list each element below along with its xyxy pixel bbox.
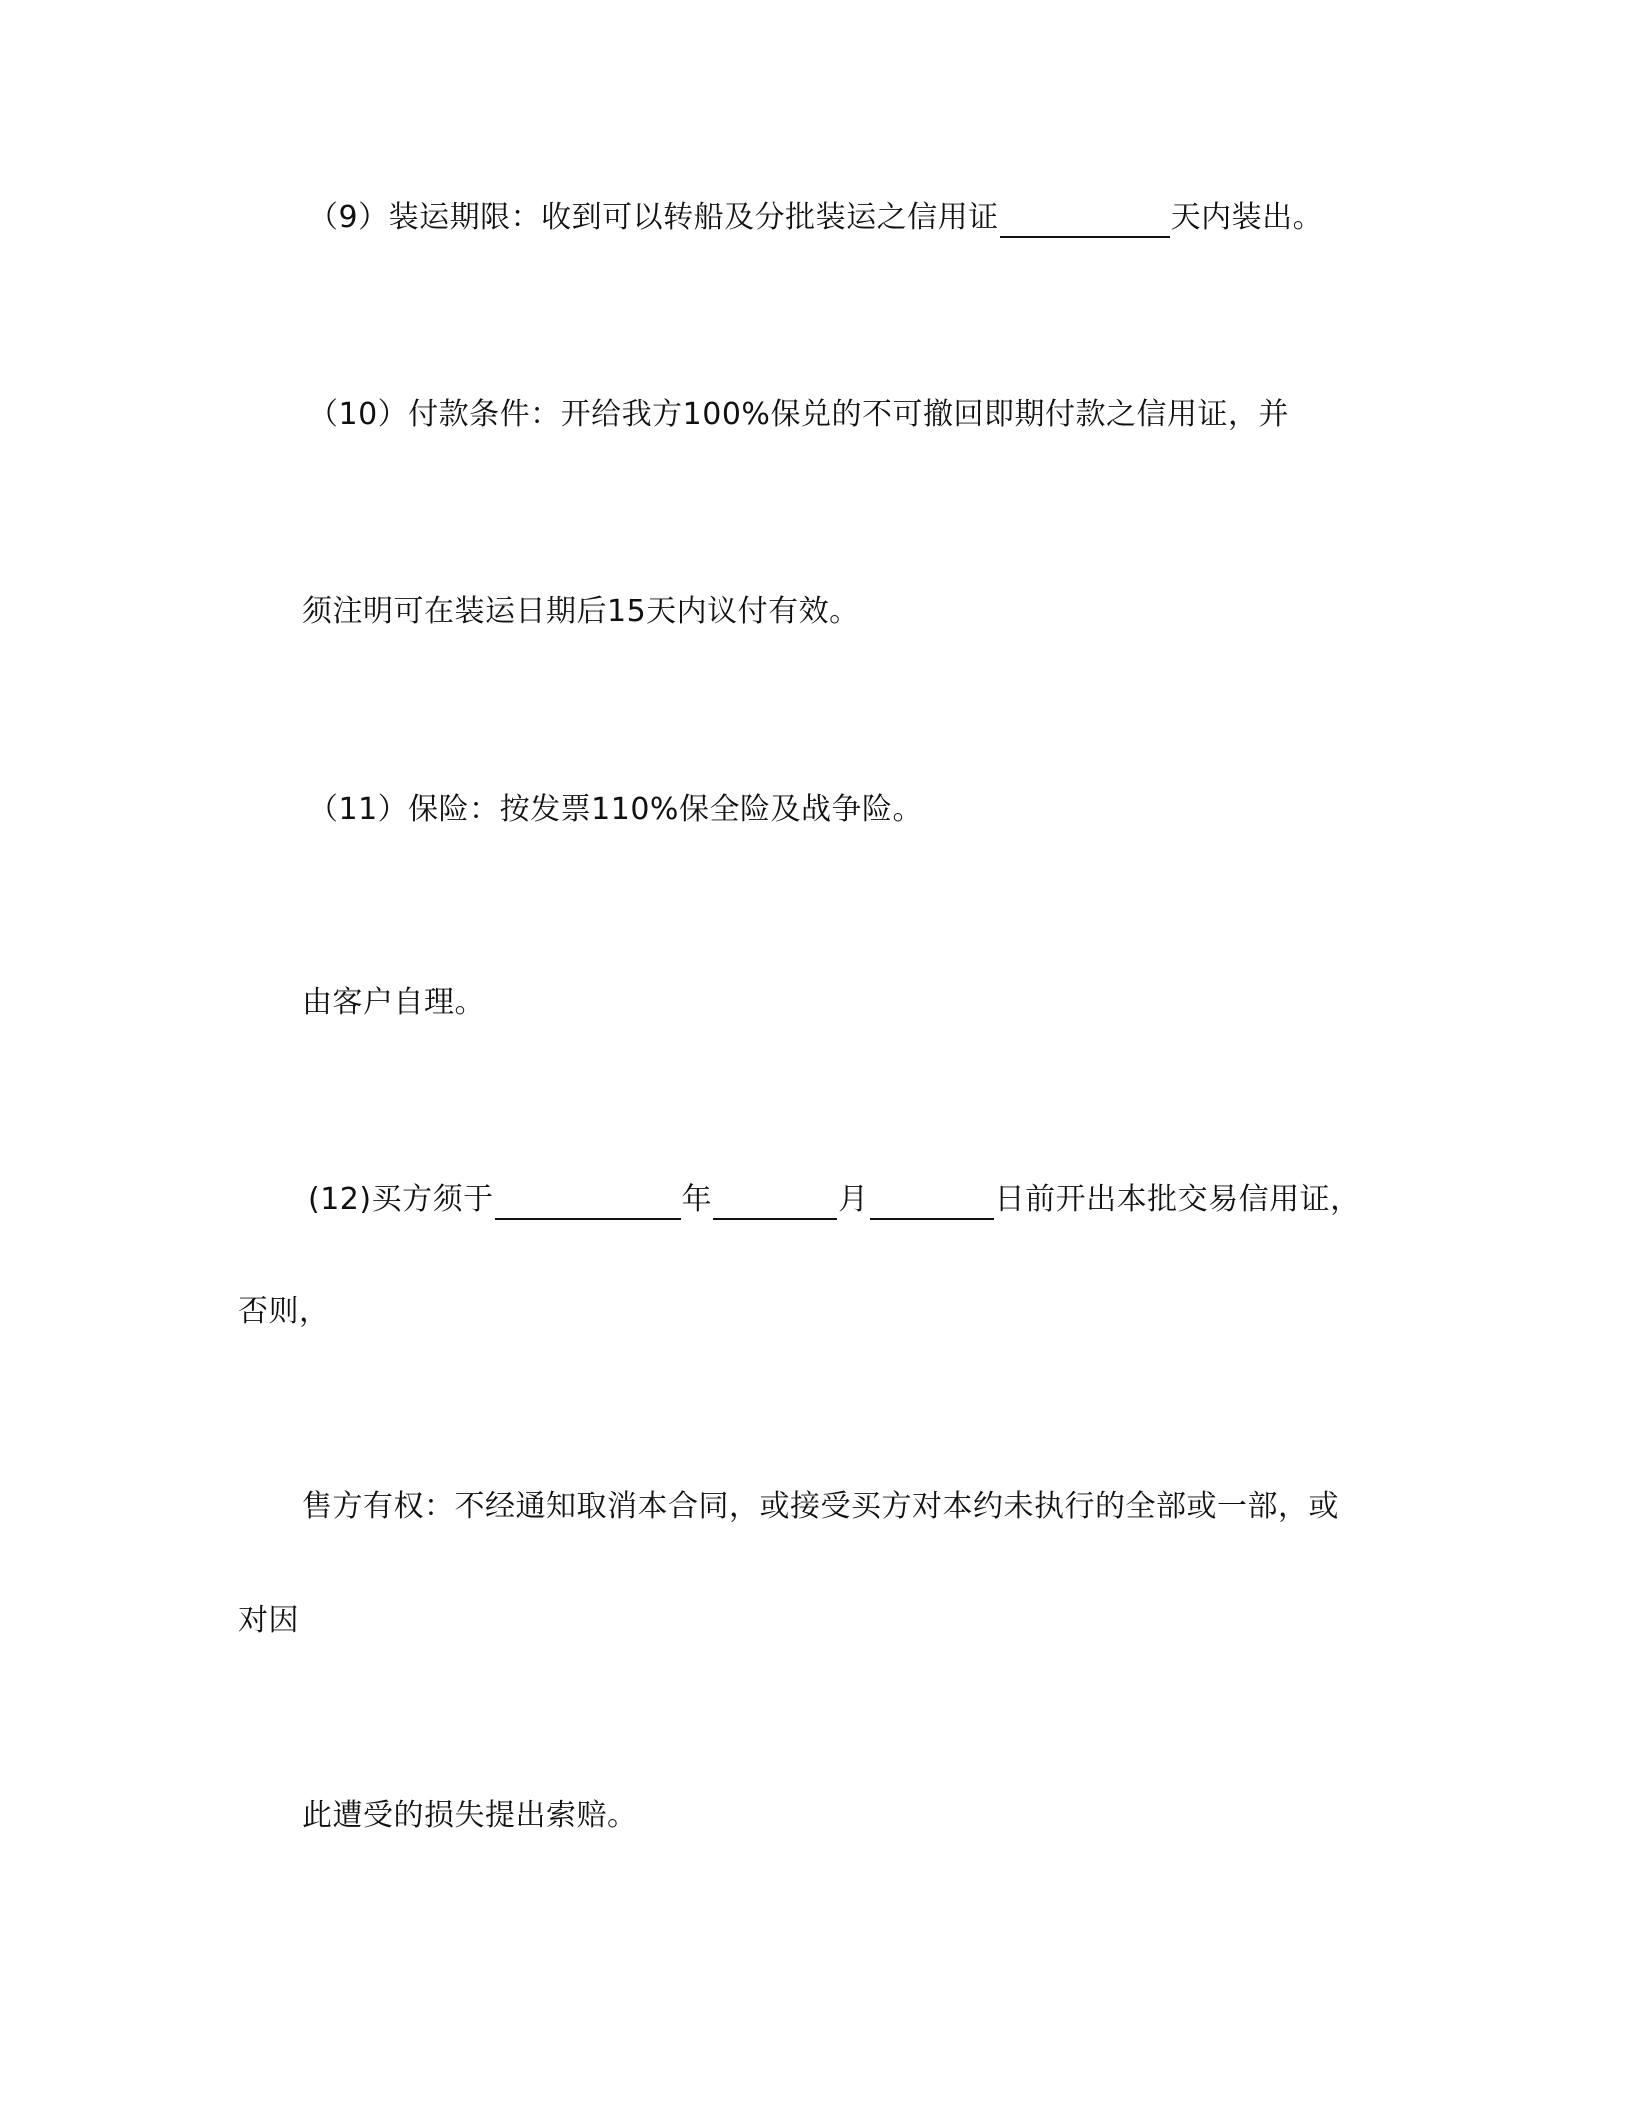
clause-11-text: （11）保险：按发票110%保全险及战争险。: [308, 792, 923, 827]
clause-10-text-cont: 须注明可在装运日期后15天内议付有效。: [302, 594, 860, 629]
clause-10-payment-line-2: [302, 592, 860, 632]
clause-9-text-end: 天内装出。: [1170, 200, 1324, 235]
year-blank: [495, 1186, 681, 1220]
clause-10-text: （10）付款条件：开给我方100%保兑的不可撤回即期付款之信用证，并: [308, 397, 1289, 432]
clause-12-seller-rights: 售方有权：不经通知取消本合同，或接受买方对本约未执行的全部或一部，或: [302, 1489, 1339, 1524]
clause-9-shipping-period: [308, 198, 1323, 238]
clause-11-text-cont: 由客户自理。: [302, 985, 485, 1020]
clause-10-payment-line-1: [308, 395, 1289, 435]
clause-12-otherwise: 否则，: [238, 1294, 330, 1329]
day-blank: [870, 1186, 994, 1220]
month-blank: [713, 1186, 837, 1220]
clause-12-line-3: [302, 1487, 1339, 1527]
clause-12-suffix: 日前开出本批交易信用证，: [994, 1182, 1361, 1217]
clause-12-claim: 此遭受的损失提出索赔。: [302, 1798, 638, 1833]
clause-12-line-2: [238, 1292, 330, 1332]
clause-12-line-5: [302, 1796, 638, 1836]
clause-11-insurance-line-1: [308, 790, 923, 830]
clause-11-insurance-line-2: [302, 983, 485, 1023]
clause-12-because: 对因: [238, 1603, 299, 1638]
month-label: 月: [838, 1182, 869, 1217]
clause-12-line-4: [238, 1601, 299, 1641]
year-label: 年: [681, 1182, 713, 1217]
days-blank: [1000, 204, 1170, 238]
clause-12-deadline: [308, 1180, 1361, 1220]
clause-9-text: （9）装运期限：收到可以转船及分批装运之信用证: [308, 200, 999, 235]
clause-12-prefix: (12)买方须于: [308, 1182, 494, 1217]
